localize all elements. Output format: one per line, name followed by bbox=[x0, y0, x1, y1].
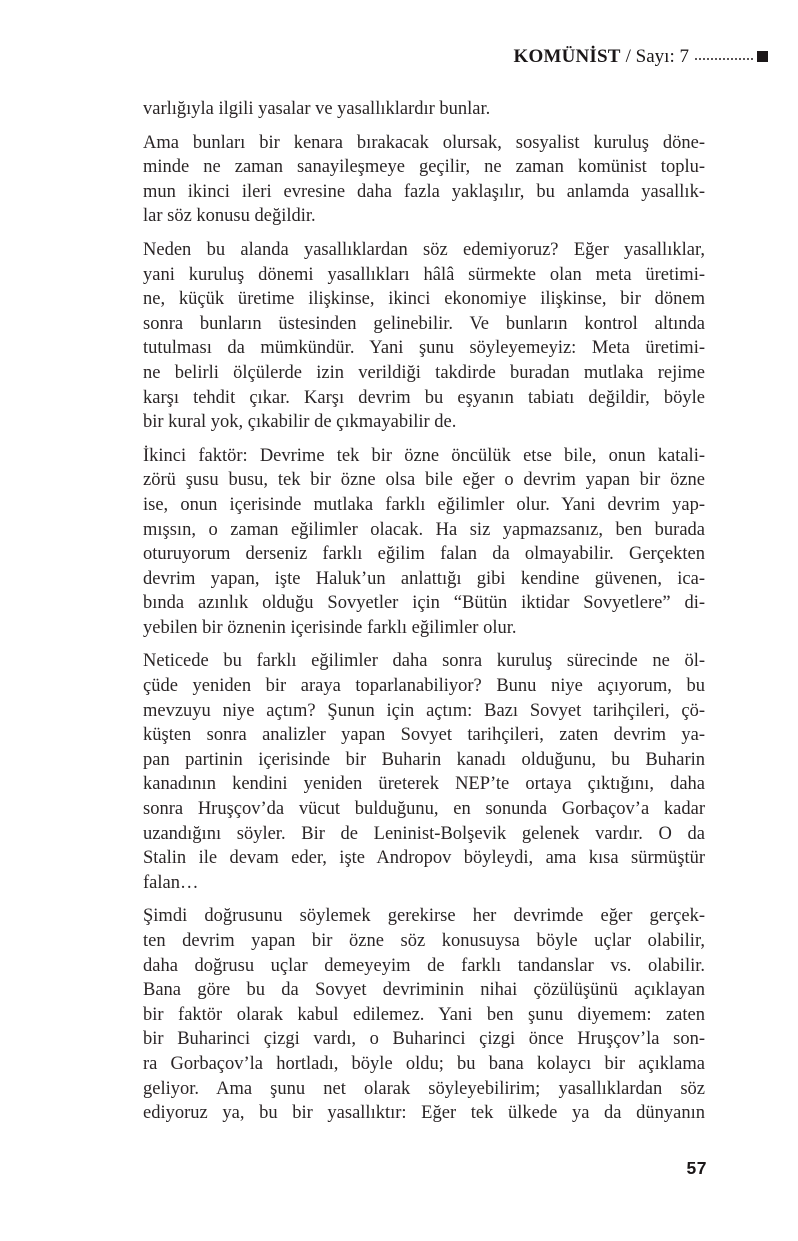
text-line: yani kuruluş dönemi yasallıkları hâlâ sürmekte olan meta üretimi- bbox=[143, 264, 705, 285]
text-line: daha doğrusu uçlar demeyeyim de farklı tandanslar vs. olabilir. bbox=[143, 955, 705, 976]
text-line: Stalin ile devam eder, işte Andropov böyleydi, ama kısa sürmüştür bbox=[143, 848, 705, 869]
text-line: Neticede bu farklı eğilimler daha sonra kuruluş sürecinde ne öl- bbox=[143, 651, 705, 672]
paragraph bbox=[143, 97, 705, 122]
text-line: bir Buharinci çizgi vardı, o Buharinci çizgi önce Hruşçov’la son- bbox=[143, 1029, 705, 1050]
text-line: kanadının kendini yeniden üreterek NEP’te ortaya çıktığını, daha bbox=[143, 774, 705, 795]
issue-label: / Sayı: 7 bbox=[625, 46, 689, 67]
text-line: devrim yapan, işte Haluk’un anlattığı gibi kendine güvenen, ica- bbox=[143, 568, 705, 589]
text-line: yebilen bir öznenin içerisinde farklı eğilimler olur. bbox=[143, 617, 517, 638]
text-line: ediyoruz ya, bu bir yasallıktır: Eğer tek ülkede ya da dünyanın bbox=[143, 1103, 705, 1124]
text-line: tutulması da mümkündür. Yani şunu söyleyemeyiz: Meta üretimi- bbox=[143, 338, 705, 359]
paragraph bbox=[143, 238, 705, 435]
text-line: karşı tehdit çıkar. Karşı devrim bu eşyanın tabiatı değildir, böyle bbox=[143, 387, 705, 408]
text-line: küşten sonra analizler yapan Sovyet tarihçileri, zaten devrim ya- bbox=[143, 725, 705, 746]
text-line: pan partinin içerisinde bir Buharin kanadı olduğunu, bu Buharin bbox=[143, 749, 705, 770]
header-square-marker bbox=[757, 51, 768, 62]
text-line: ra Gorbaçov’la hortladı, böyle oldu; bu bana kolaycı bir açıklama bbox=[143, 1053, 705, 1074]
text-line: oturuyorum derseniz farklı eğilim falan da olmayabilir. Gerçekten bbox=[143, 544, 705, 565]
text-line: Ama bunları bir kenara bırakacak olursak, sosyalist kuruluş döne- bbox=[143, 132, 705, 153]
text-line: mevzuyu niye açtım? Şunun için açtım: Bazı Sovyet tarihçileri, çö- bbox=[143, 700, 705, 721]
text-line: falan… bbox=[143, 872, 199, 893]
text-line: uzandığını söyler. Bir de Leninist-Bolşevik gelenek vardır. O da bbox=[143, 823, 705, 844]
text-line: ne belirli ölçülerde izin verildiği takdirde buradan mutlaka rejime bbox=[143, 362, 705, 383]
text-line: ten devrim yapan bir özne söz konusuysa böyle uçlar olabilir, bbox=[143, 931, 705, 951]
text-line: bir kural yok, çıkabilir de çıkmayabilir de. bbox=[143, 412, 457, 433]
text-line: bında azınlık olduğu Sovyetler için “Bütün iktidar Sovyetlere” di- bbox=[143, 593, 705, 614]
text-line: İkinci faktör: Devrime tek bir özne öncülük etse bile, onun katali- bbox=[143, 445, 705, 466]
paragraph bbox=[143, 444, 705, 641]
text-line: Şimdi doğrusunu söylemek gerekirse her devrimde eğer gerçek- bbox=[143, 906, 705, 927]
text-line: Bana göre bu da Sovyet devriminin nihai çözülüşünü açıklayan bbox=[143, 980, 705, 1001]
text-line: sonra Hruşçov’da vücut bulduğunu, en sonunda Gorbaçov’a kadar bbox=[143, 799, 705, 820]
text-line: Neden bu alanda yasallıklardan söz edemiyoruz? Eğer yasallıklar, bbox=[143, 239, 705, 260]
text-line: minde ne zaman sanayileşmeye geçilir, ne zaman komünist toplu- bbox=[143, 157, 705, 178]
dotted-leader bbox=[695, 58, 753, 60]
text-line: ise, onun içerisinde mutlaka farklı eğilimler olur. Yani devrim yap- bbox=[143, 494, 705, 515]
journal-title: KOMÜNİST bbox=[513, 46, 621, 67]
paragraph bbox=[143, 131, 705, 229]
article-text bbox=[143, 97, 705, 1135]
text-line: zörü şusu busu, tek bir özne olsa bile eğer o devrim yapan bir özne bbox=[143, 470, 705, 491]
text-line: varlığıyla ilgili yasalar ve yasallıklardır bunlar. bbox=[143, 99, 491, 119]
text-line: geliyor. Ama şunu net olarak söyleyebilirim; yasallıklardan söz bbox=[143, 1078, 705, 1099]
text-line: lar söz konusu değildir. bbox=[143, 206, 316, 227]
text-line: sonra bunların üstesinden gelinebilir. Ve bunların kontrol altında bbox=[143, 313, 705, 334]
text-line: mun ikinci ileri evresine daha fazla yaklaşılır, bu anlamda yasallık- bbox=[143, 181, 705, 202]
text-line: mışsın, o zaman eğilimler olacak. Ha siz yapmazsanız, ben burada bbox=[143, 519, 705, 540]
paragraph bbox=[143, 649, 705, 895]
page-number: 57 bbox=[686, 1158, 707, 1178]
paragraph bbox=[143, 904, 705, 1125]
text-line: çüde yeniden bir araya toparlanabiliyor? Bunu niye açıyorum, bu bbox=[143, 676, 705, 697]
page-header bbox=[513, 47, 768, 66]
text-line: bir faktör olarak kabul edilemez. Yani ben şunu diyemem: zaten bbox=[143, 1004, 705, 1025]
text-line: ne, küçük üretime ilişkinse, ikinci ekonomiye ilişkinse, bir dönem bbox=[143, 289, 705, 310]
